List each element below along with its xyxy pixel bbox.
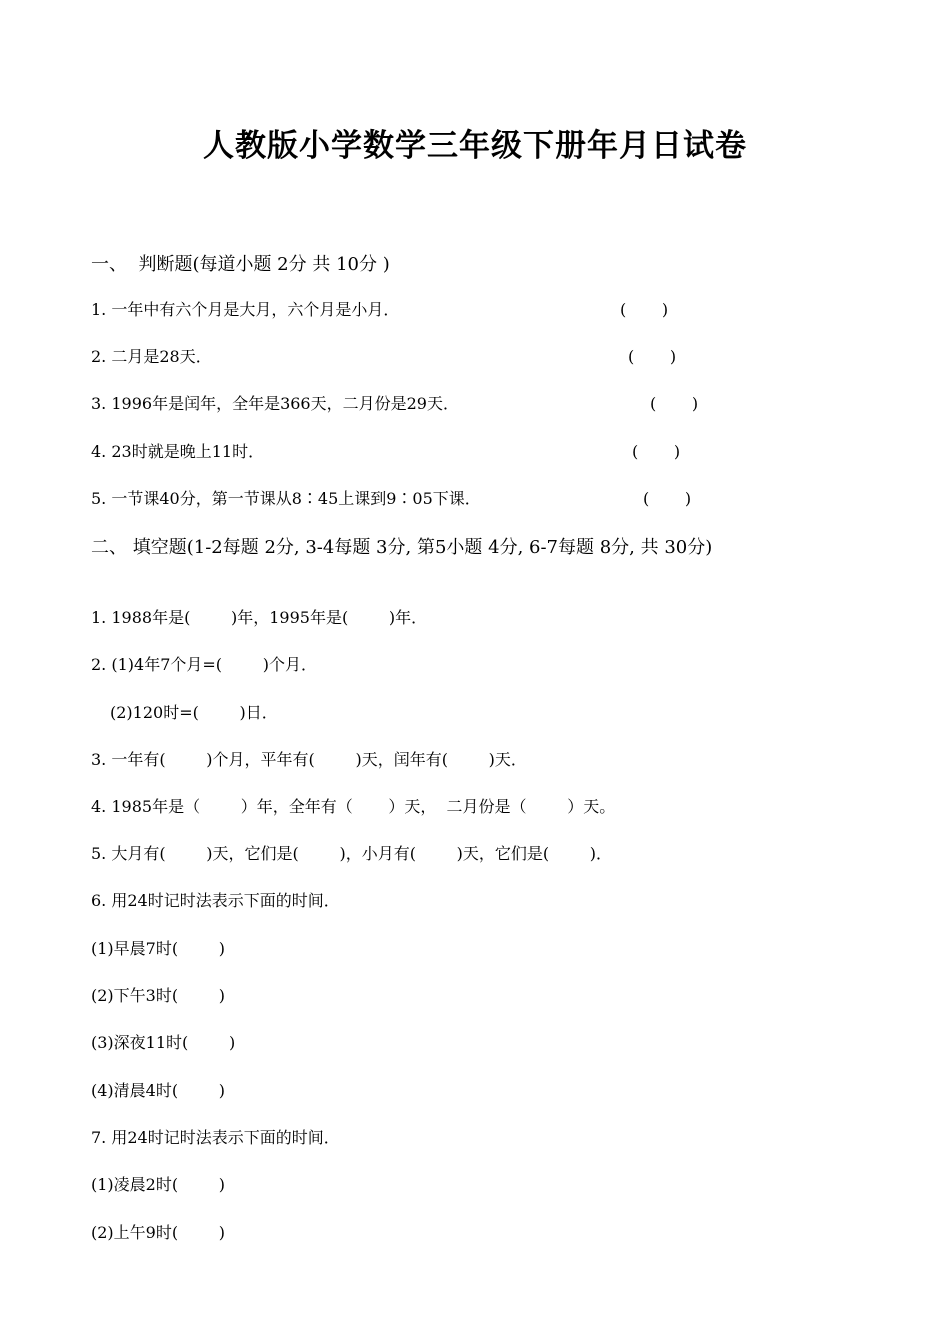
answer-bracket-1-5[interactable]: ( ): [643, 489, 692, 508]
question-2-6-part-1: (1)早晨7时( ): [91, 939, 226, 958]
question-1-1: 1. 一年中有六个月是大月，六个月是小月．: [91, 300, 400, 319]
question-1-3: 3. 1996年是闰年，全年是366天，二月份是29天．: [91, 394, 459, 413]
page-title: 人教版小学数学三年级下册年月日试卷: [203, 128, 747, 164]
question-2-2: 2. (1)4年7个月=( )个月．: [91, 655, 317, 674]
question-2-6-part-3: (3)深夜11时( ): [91, 1033, 236, 1052]
question-2-5: 5. 大月有( )天，它们是( )，小月有( )天，它们是( )．: [91, 844, 613, 863]
question-2-7: 7. 用24时记时法表示下面的时间．: [91, 1128, 340, 1147]
question-2-7-part-1: (1)凌晨2时( ): [91, 1175, 226, 1194]
question-2-1: 1. 1988年是( )年，1995年是( )年．: [91, 608, 428, 627]
answer-bracket-1-4[interactable]: ( ): [632, 442, 681, 461]
question-2-6-part-2: (2)下午3时( ): [91, 986, 226, 1005]
question-1-4: 4. 23时就是晚上11时．: [91, 442, 265, 461]
question-2-3: 3. 一年有( )个月，平年有( )天，闰年有( )天．: [91, 750, 527, 769]
question-2-6: 6. 用24时记时法表示下面的时间．: [91, 891, 340, 910]
answer-bracket-1-1[interactable]: ( ): [620, 300, 669, 319]
section-2-heading: 二、 填空题(1-2每题 2分, 3-4每题 3分, 第5小题 4分, 6-7每题 8分, 共 30分): [91, 537, 713, 558]
question-2-7-part-2: (2)上午9时( ): [91, 1223, 226, 1242]
question-1-2: 2. 二月是28天．: [91, 347, 212, 366]
question-2-2-part-2: (2)120时=( )日．: [110, 703, 278, 722]
answer-bracket-1-2[interactable]: ( ): [628, 347, 677, 366]
answer-bracket-1-3[interactable]: ( ): [650, 394, 699, 413]
question-1-5: 5. 一节课40分，第一节课从8∶45上课到9∶05下课．: [91, 489, 481, 508]
question-2-4: 4. 1985年是（ ）年，全年有（ ）天， 二月份是（ ）天。: [91, 797, 616, 816]
question-2-6-part-4: (4)清晨4时( ): [91, 1081, 226, 1100]
section-1-heading: 一、 判断题(每道小题 2分 共 10分 ): [91, 254, 390, 275]
